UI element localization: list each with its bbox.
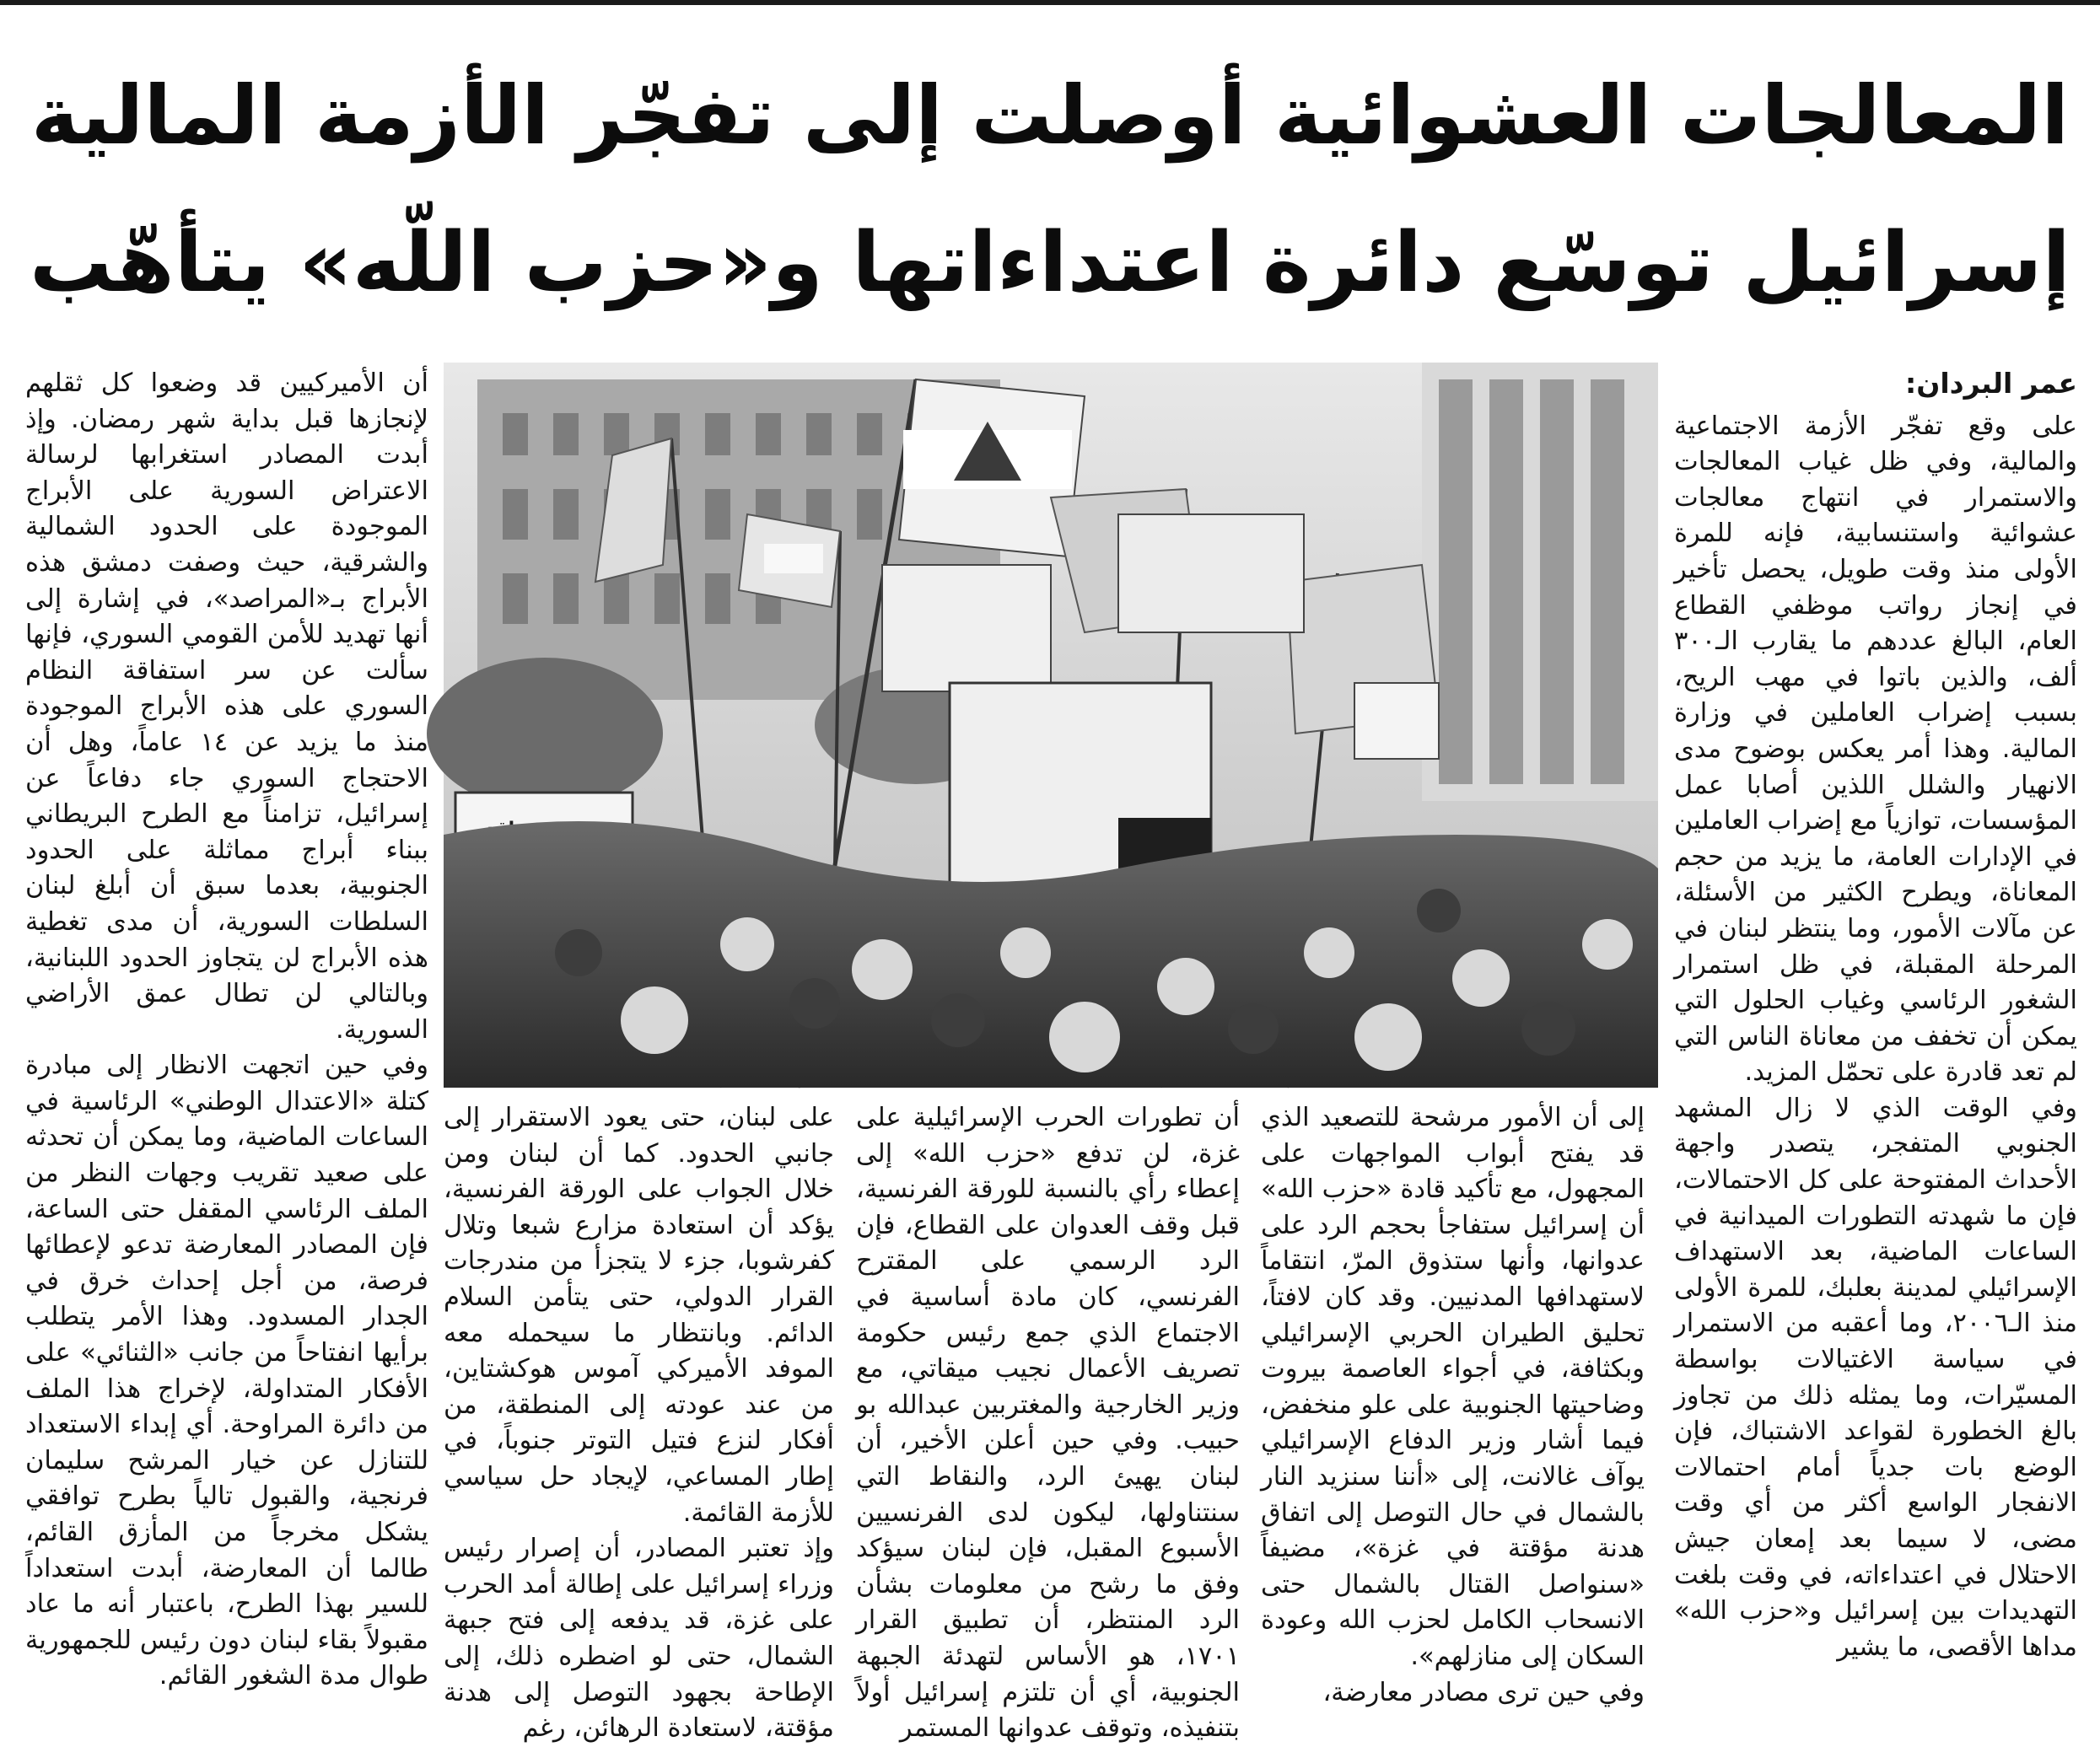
paragraph: أن الأميركيين قد وضعوا كل ثقلهم لإنجازها قبل بداية شهر رمضان. وإذ أبدت المصادر استغرابها لرسالة الاعتراض السورية على الأبراج الموجودة على الحدود الشمالية والشرقية، حيث وصفت دمشق هذه الأبراج بـ«المراصد»، في إشارة إلى أنها تهديد للأمن القومي السوري، فإنها سألت عن سر استفاقة النظام السوري على هذه الأبراج الموجودة منذ ما يزيد عن ١٤ عاماً، وهل أن الاحتجاج السوري جاء دفاعاً عن إسرائيل، تزامناً مع الطرح البريطاني ببناء أبراج مماثلة على الحدود الجنوبية، بعدما سبق أن أبلغ لبنان السلطات السورية، أن مدى تغطية هذه الأبراج لن يتجاوز الحدود اللبنانية، وبالتالي لن تطال عمق الأراضي السورية.	[25, 368, 428, 1045]
article-column-middle-2	[856, 1100, 1240, 1744]
article-column-middle-1	[1261, 1100, 1645, 1724]
paragraph: أن تطورات الحرب الإسرائيلية على غزة، لن تدفع «حزب الله» إلى إعطاء رأي بالنسبة للورقة الفرنسية، قبل وقف العدوان على القطاع، فإن الرد الرسمي على المقترح الفرنسي، كان مادة أساسية في الاجتماع الذي جمع رئيس حكومة تصريف الأعمال نجيب ميقاتي، مع وزير الخارجية والمغتربين عبدالله بو حبيب. وفي حين أعلن الأخير، أن لبنان يهيئ الرد، والنقاط التي سنتناولها، ليكون لدى الفرنسيين الأسبوع المقبل، فإن لبنان سيؤكد وفق ما رشح من معلومات بشأن الرد المنتظر، أن تطبيق القرار ١٧٠١، هو الأساس لتهدئة الجبهة الجنوبية، أي أن تلتزم إسرائيل أولاً بتنفيذه، وتوقف عدوانها المستمر	[856, 1103, 1240, 1744]
article-column-middle-3	[444, 1100, 834, 1744]
byline: عمر البردان:	[1905, 367, 2077, 400]
article-column-left	[25, 366, 428, 1723]
paragraph: وإذ تعتبر المصادر، أن إصرار رئيس وزراء إسرائيل على إطالة أمد الحرب على غزة، قد يدفعه إلى فتح جبهة الشمال، حتى لو اضطره ذلك، إلى الإطاحة بجهود التوصل إلى هدنة مؤقتة، لاستعادة الرهائن، رغم	[444, 1534, 834, 1744]
paragraph: على وقع تفجّر الأزمة الاجتماعية والمالية، وفي ظل غياب المعالجات والاستمرار في انتهاج معالجات عشوائية واستنسابية، فإنه للمرة الأولى منذ وقت طويل، يحصل تأخير في إنجاز رواتب موظفي القطاع العام، البالغ عددهم ما يقارب الـ٣٠٠ ألف، والذين باتوا في مهب الريح، بسبب إضراب العاملين في وزارة المالية. وهذا أمر يعكس بوضوح مدى الانهيار والشلل اللذين أصابا عمل المؤسسات، توازياً مع إضراب العاملين في الإدارات العامة، ما يزيد من حجم المعاناة، ويطرح الكثير من الأسئلة، عن مآلات الأمور، وما ينتظر لبنان في المرحلة المقبلة، في ظل استمرار الشغور الرئاسي وغياب الحلول التي يمكن أن تخفف من معاناة الناس التي لم تعد قادرة على تحمّل المزيد.	[1674, 411, 2077, 1088]
protest-photo	[444, 363, 1658, 1088]
paragraph: إلى أن الأمور مرشحة للتصعيد الذي قد يفتح أبواب المواجهات على المجهول، مع تأكيد قادة «حزب الله» أن إسرائيل ستفاجأ بحجم الرد على عدوانها، وأنها ستذوق المرّ، انتقاماً لاستهدافها المدنيين. وقد كان لافتاً، تحليق الطيران الحربي الإسرائيلي وبكثافة، في أجواء العاصمة بيروت وضاحيتها الجنوبية على علو منخفض، فيما أشار وزير الدفاع الإسرائيلي يوآف غالانت، إلى «أننا سنزيد النار بالشمال في حال التوصل إلى اتفاق هدنة مؤقتة في غزة»، مضيفاً «سنواصل القتال بالشمال حتى الانسحاب الكامل لحزب الله وعودة السكان إلى منازلهم».	[1261, 1103, 1645, 1671]
article-column-right	[1674, 366, 2077, 1723]
paragraph: وفي حين اتجهت الانظار إلى مبادرة كتلة «الاعتدال الوطني» الرئاسية في الساعات الماضية، وما يمكن أن تحدثه على صعيد تقريب وجهات النظر من الملف الرئاسي المقفل حتى الساعة، فإن المصادر المعارضة تدعو لإعطائها فرصة، من أجل إحداث خرق في الجدار المسدود. وهذا الأمر يتطلب برأيها انفتاحاً من جانب «الثنائي» على الأفكار المتداولة، لإخراج هذا الملف من دائرة المراوحة. أي إبداء الاستعداد للتنازل عن خيار المرشح سليمان فرنجية، والقبول تالياً بطرح توافقي يشكل مخرجاً من المأزق القائم، طالما أن المعارضة، أبدت استعداداً للسير بهذا الطرح، باعتبار أنه ما عاد مقبولاً بقاء لبنان دون رئيس للجمهورية طوال مدة الشغور القائم.	[25, 1051, 428, 1691]
protest-photo-graphic	[444, 363, 1658, 1088]
paragraph: وفي حين ترى مصادر معارضة،	[1322, 1677, 1645, 1707]
top-rule	[0, 0, 2100, 5]
paragraph: على لبنان، حتى يعود الاستقرار إلى جانبي الحدود. كما أن لبنان ومن خلال الجواب على الورقة الفرنسية، يؤكد أن استعادة مزارع شبعا وتلال كفرشوبا، جزء لا يتجزأ من مندرجات القرار الدولي، حتى يتأمن السلام الدائم. وبانتظار ما سيحمله معه الموفد الأميركي آموس هوكشتاين، من عند عودته إلى المنطقة، من أفكار لنزع فتيل التوتر جنوباً، في إطار المساعي، لإيجاد حل سياسي للأزمة القائمة.	[444, 1103, 834, 1528]
paragraph: وفي الوقت الذي لا زال المشهد الجنوبي المتفجر، يتصدر واجهة الأحداث المفتوحة على كل الاحتمالات، فإن ما شهدته التطورات الميدانية في الساعات الماضية، بعد الاستهداف الإسرائيلي لمدينة بعلبك، للمرة الأولى منذ الـ٢٠٠٦، وما أعقبه من الاستمرار في سياسة الاغتيالات بواسطة المسيّرات، وما يمثله ذلك من تجاوز بالغ الخطورة لقواعد الاشتباك، فإن الوضع بات جدياً أمام احتمالات الانفجار الواسع أكثر من أي وقت مضى، لا سيما بعد إمعان جيش الاحتلال في اعتداءاته، في وقت بلغت التهديدات بين إسرائيل و«حزب الله» مداها الأقصى، ما يشير	[1674, 1093, 2077, 1662]
headline-line-1: المعالجات العشوائية أوصلت إلى تفجّر الأزمة المالية	[30, 68, 2070, 163]
headline-line-2: إسرائيل توسّع دائرة اعتداءاتها و«حزب اللّه» يتأهّب	[30, 215, 2070, 311]
